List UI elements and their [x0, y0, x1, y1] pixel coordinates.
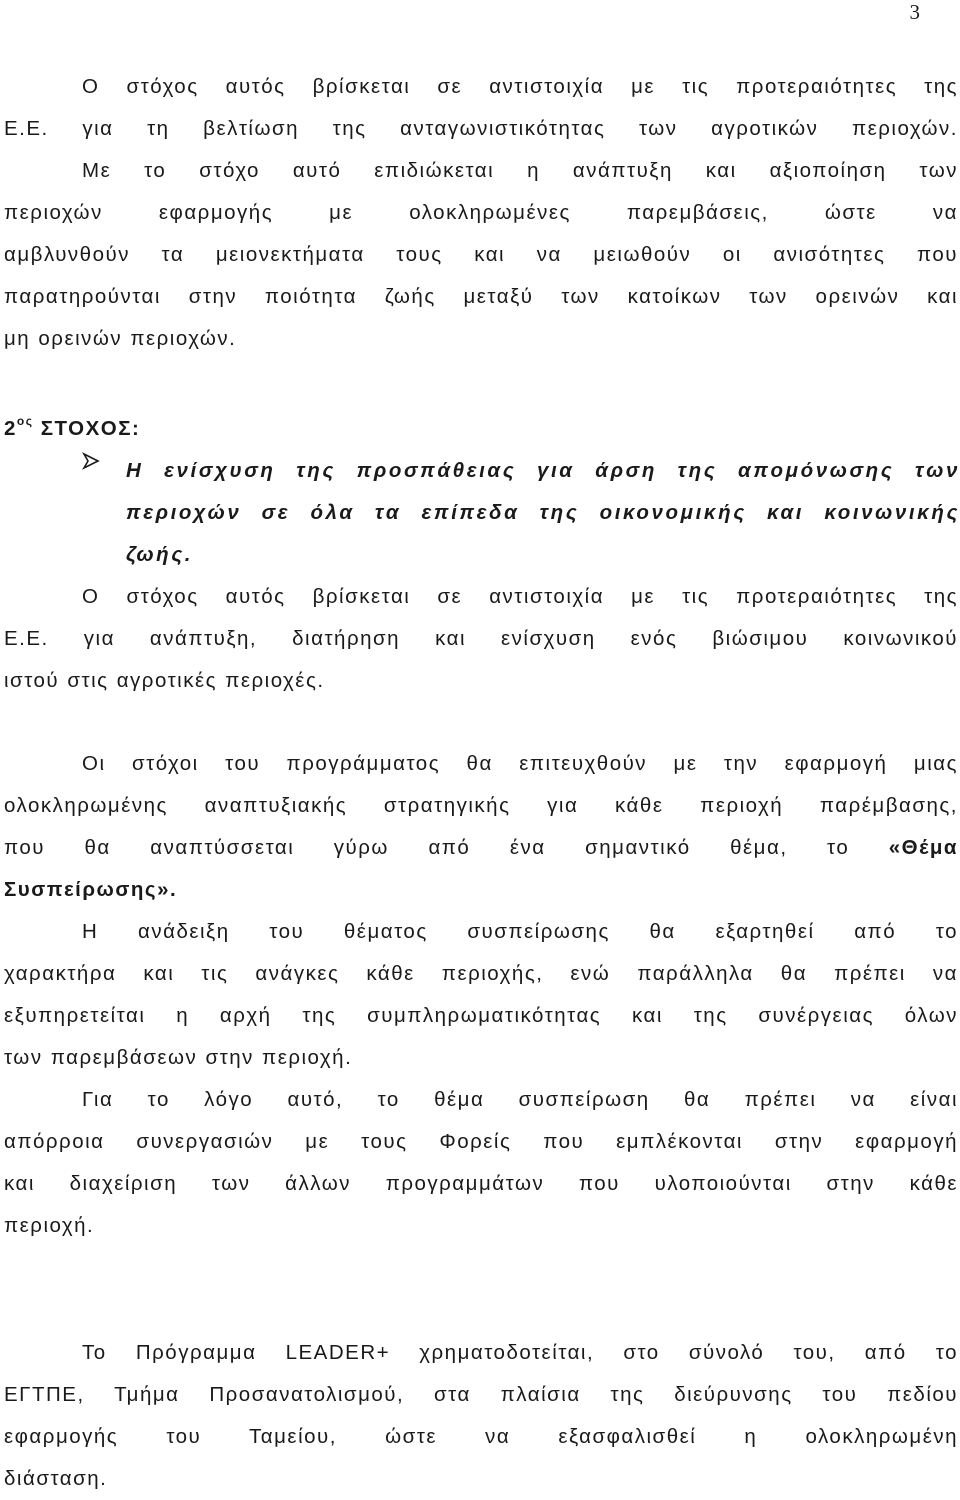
text-line: Με το στόχο αυτό επιδιώκεται η ανάπτυξη και αξιοποίηση των: [82, 159, 958, 182]
text-line: που θα αναπτύσσεται γύρω από ένα σημαντικό θέμα, το «Θέμα: [4, 836, 958, 859]
paragraph-theme: [4, 911, 958, 1079]
text-line: περιοχών εφαρμογής με ολοκληρωμένες παρεμβάσεις, ώστε να: [4, 201, 958, 224]
bullet-line: περιοχών σε όλα τα επίπεδα της οικονομικής και κοινωνικής: [126, 501, 960, 524]
text-line: απόρροια συνεργασιών με τους Φορείς που εμπλέκονται στην εφαρμογή: [4, 1130, 958, 1153]
goal2-heading: [4, 400, 140, 450]
text-line: εξυπηρετείται η αρχή της συμπληρωματικότητας και της συνέργειας όλων: [4, 1004, 958, 1027]
text-line: εφαρμογής του Ταμείου, ώστε να εξασφαλισθεί η ολοκληρωμένη: [4, 1425, 958, 1448]
text-line: και διαχείριση των άλλων προγραμμάτων που υλοποιούνται στην κάθε: [4, 1172, 958, 1195]
goal2-number: 2: [4, 417, 17, 440]
text-line: ΕΓΤΠΕ, Τμήμα Προσανατολισμού, στα πλαίσια της διεύρυνσης του πεδίου: [4, 1383, 958, 1406]
text-line: των παρεμβάσεων στην περιοχή.: [4, 1046, 353, 1069]
text-line: διάσταση.: [4, 1467, 108, 1490]
text-line: Το Πρόγραμμα LEADER+ χρηματοδοτείται, στο σύνολό του, από το: [82, 1341, 958, 1364]
goal2-bullet-text: [126, 450, 960, 576]
text-line: Ε.Ε. για ανάπτυξη, διατήρηση και ενίσχυση ενός βιώσιμου κοινωνικού: [4, 627, 958, 650]
page-number: 3: [909, 0, 920, 24]
text-line: Ο στόχος αυτός βρίσκεται σε αντιστοιχία με τις προτεραιότητες της: [82, 75, 958, 98]
text-line: Ο στόχος αυτός βρίσκεται σε αντιστοιχία με τις προτεραιότητες της: [82, 585, 958, 608]
text-line: Οι στόχοι του προγράμματος θα επιτευχθούν με την εφαρμογή μιας: [82, 752, 958, 775]
text-line: ολοκληρωμένης αναπτυξιακής στρατηγικής για κάθε περιοχή παρέμβασης,: [4, 794, 958, 817]
text-line: αμβλυνθούν τα μειονεκτήματα τους και να μειωθούν οι ανισότητες που: [4, 243, 958, 266]
text-line: μη ορεινών περιοχών.: [4, 327, 237, 350]
paragraph-funding: [4, 1332, 958, 1500]
text-line: ιστού στις αγροτικές περιοχές.: [4, 669, 325, 692]
text-line: Συσπείρωσης».: [4, 878, 178, 901]
text-line: παρατηρούνται στην ποιότητα ζωής μεταξύ των κατοίκων των ορεινών και: [4, 285, 958, 308]
goal2-label: ΣΤΟΧΟΣ:: [40, 417, 141, 440]
text-line: χαρακτήρα και τις ανάγκες κάθε περιοχής, ενώ παράλληλα θα πρέπει να: [4, 962, 958, 985]
goal2-bullet: [82, 450, 960, 576]
paragraph-goal1-text: [4, 66, 958, 360]
text-line: Η ανάδειξη του θέματος συσπείρωσης θα εξαρτηθεί από το: [82, 920, 958, 943]
bullet-line: Η ενίσχυση της προσπάθειας για άρση της απομόνωσης των: [126, 459, 960, 482]
theme-bold-text: «Θέμα: [888, 836, 958, 859]
paragraph-goal2-text: [4, 576, 958, 702]
arrow-bullet-icon: [82, 452, 100, 470]
bullet-line: ζωής.: [126, 543, 194, 566]
text-line: Για το λόγο αυτό, το θέμα συσπείρωση θα πρέπει να είναι: [82, 1088, 958, 1111]
paragraph-strategy: [4, 743, 958, 911]
text-line: περιοχή.: [4, 1214, 95, 1237]
goal2-suffix: ος: [16, 414, 34, 428]
paragraph-cooperation: [4, 1079, 958, 1247]
text-line: Ε.Ε. για τη βελτίωση της ανταγωνιστικότητας των αγροτικών περιοχών.: [4, 117, 958, 140]
